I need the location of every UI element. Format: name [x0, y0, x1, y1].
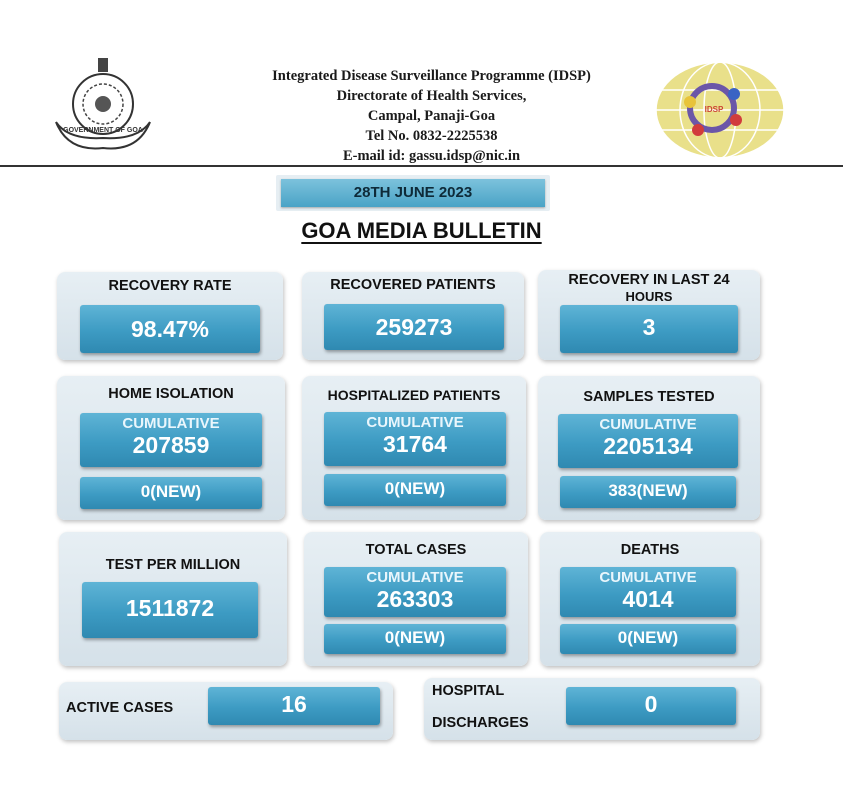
cumulative-label: CUMULATIVE [599, 416, 697, 433]
recovered-patients-title: RECOVERED PATIENTS [330, 277, 496, 293]
total-cases-cumulative-value: 263303 [376, 586, 454, 612]
header-line-1: Integrated Disease Surveillance Programme (IDSP) [272, 68, 591, 84]
header-line-3: Campal, Panaji-Goa [367, 108, 496, 124]
hospital-discharges-title-line1: HOSPITAL [432, 683, 505, 699]
hospital-discharges-title-line2: DISCHARGES [432, 715, 529, 731]
hospitalized-cumulative [324, 412, 506, 466]
header-line-5: E-mail id: gassu.idsp@nic.in [342, 148, 521, 164]
bulletin-title: GOA MEDIA BULLETIN [301, 218, 542, 243]
deaths-cumulative [560, 567, 736, 617]
home-isolation-new: 0(NEW) [80, 477, 262, 509]
recovery-24h-title-line2: HOURS [625, 289, 673, 304]
total-cases-new: 0(NEW) [324, 624, 506, 654]
recovery-rate-value: 98.47% [80, 305, 260, 353]
samples-tested-cumulative [558, 414, 738, 468]
hospital-discharges-title [432, 683, 562, 731]
header-line-4: Tel No. 0832-2225538 [365, 128, 498, 144]
cumulative-label: CUMULATIVE [366, 569, 464, 586]
recovery-24h-value: 3 [560, 305, 738, 353]
hospitalized-new: 0(NEW) [324, 474, 506, 506]
idsp-logo [650, 58, 786, 162]
samples-tested-cumulative-value: 2205134 [603, 433, 693, 459]
total-cases-cumulative [324, 567, 506, 617]
bulletin-date: 28TH JUNE 2023 [281, 179, 545, 207]
svg-text:GOVERNMENT OF GOA: GOVERNMENT OF GOA [63, 127, 143, 134]
active-cases-title: ACTIVE CASES [66, 700, 174, 716]
recovered-patients-value: 259273 [324, 304, 504, 350]
deaths-title: DEATHS [620, 542, 680, 558]
active-cases-value: 16 [208, 687, 380, 725]
test-per-million-value: 1511872 [82, 582, 258, 638]
samples-tested-new: 383(NEW) [560, 476, 736, 508]
samples-tested-title: SAMPLES TESTED [583, 389, 715, 405]
home-isolation-cumulative [80, 413, 262, 467]
recovery-24h-title-line1: RECOVERY IN LAST 24 [568, 272, 730, 288]
total-cases-title: TOTAL CASES [365, 542, 467, 558]
svg-text:IDSP: IDSP [704, 105, 724, 114]
cumulative-label: CUMULATIVE [599, 569, 697, 586]
cumulative-label: CUMULATIVE [122, 415, 220, 432]
home-isolation-cumulative-value: 207859 [132, 432, 210, 458]
home-isolation-title: HOME ISOLATION [108, 386, 234, 402]
hospital-discharges-value: 0 [566, 687, 736, 725]
test-per-million-title: TEST PER MILLION [105, 557, 241, 573]
deaths-new: 0(NEW) [560, 624, 736, 654]
cumulative-label: CUMULATIVE [366, 414, 464, 431]
deaths-cumulative-value: 4014 [622, 586, 674, 612]
hospitalized-cumulative-value: 31764 [383, 431, 447, 457]
hospitalized-title: HOSPITALIZED PATIENTS [327, 387, 501, 403]
header-line-2: Directorate of Health Services, [336, 88, 527, 104]
recovery-24h-title [538, 271, 760, 303]
header-divider [0, 165, 843, 167]
recovery-rate-title: RECOVERY RATE [108, 278, 232, 294]
